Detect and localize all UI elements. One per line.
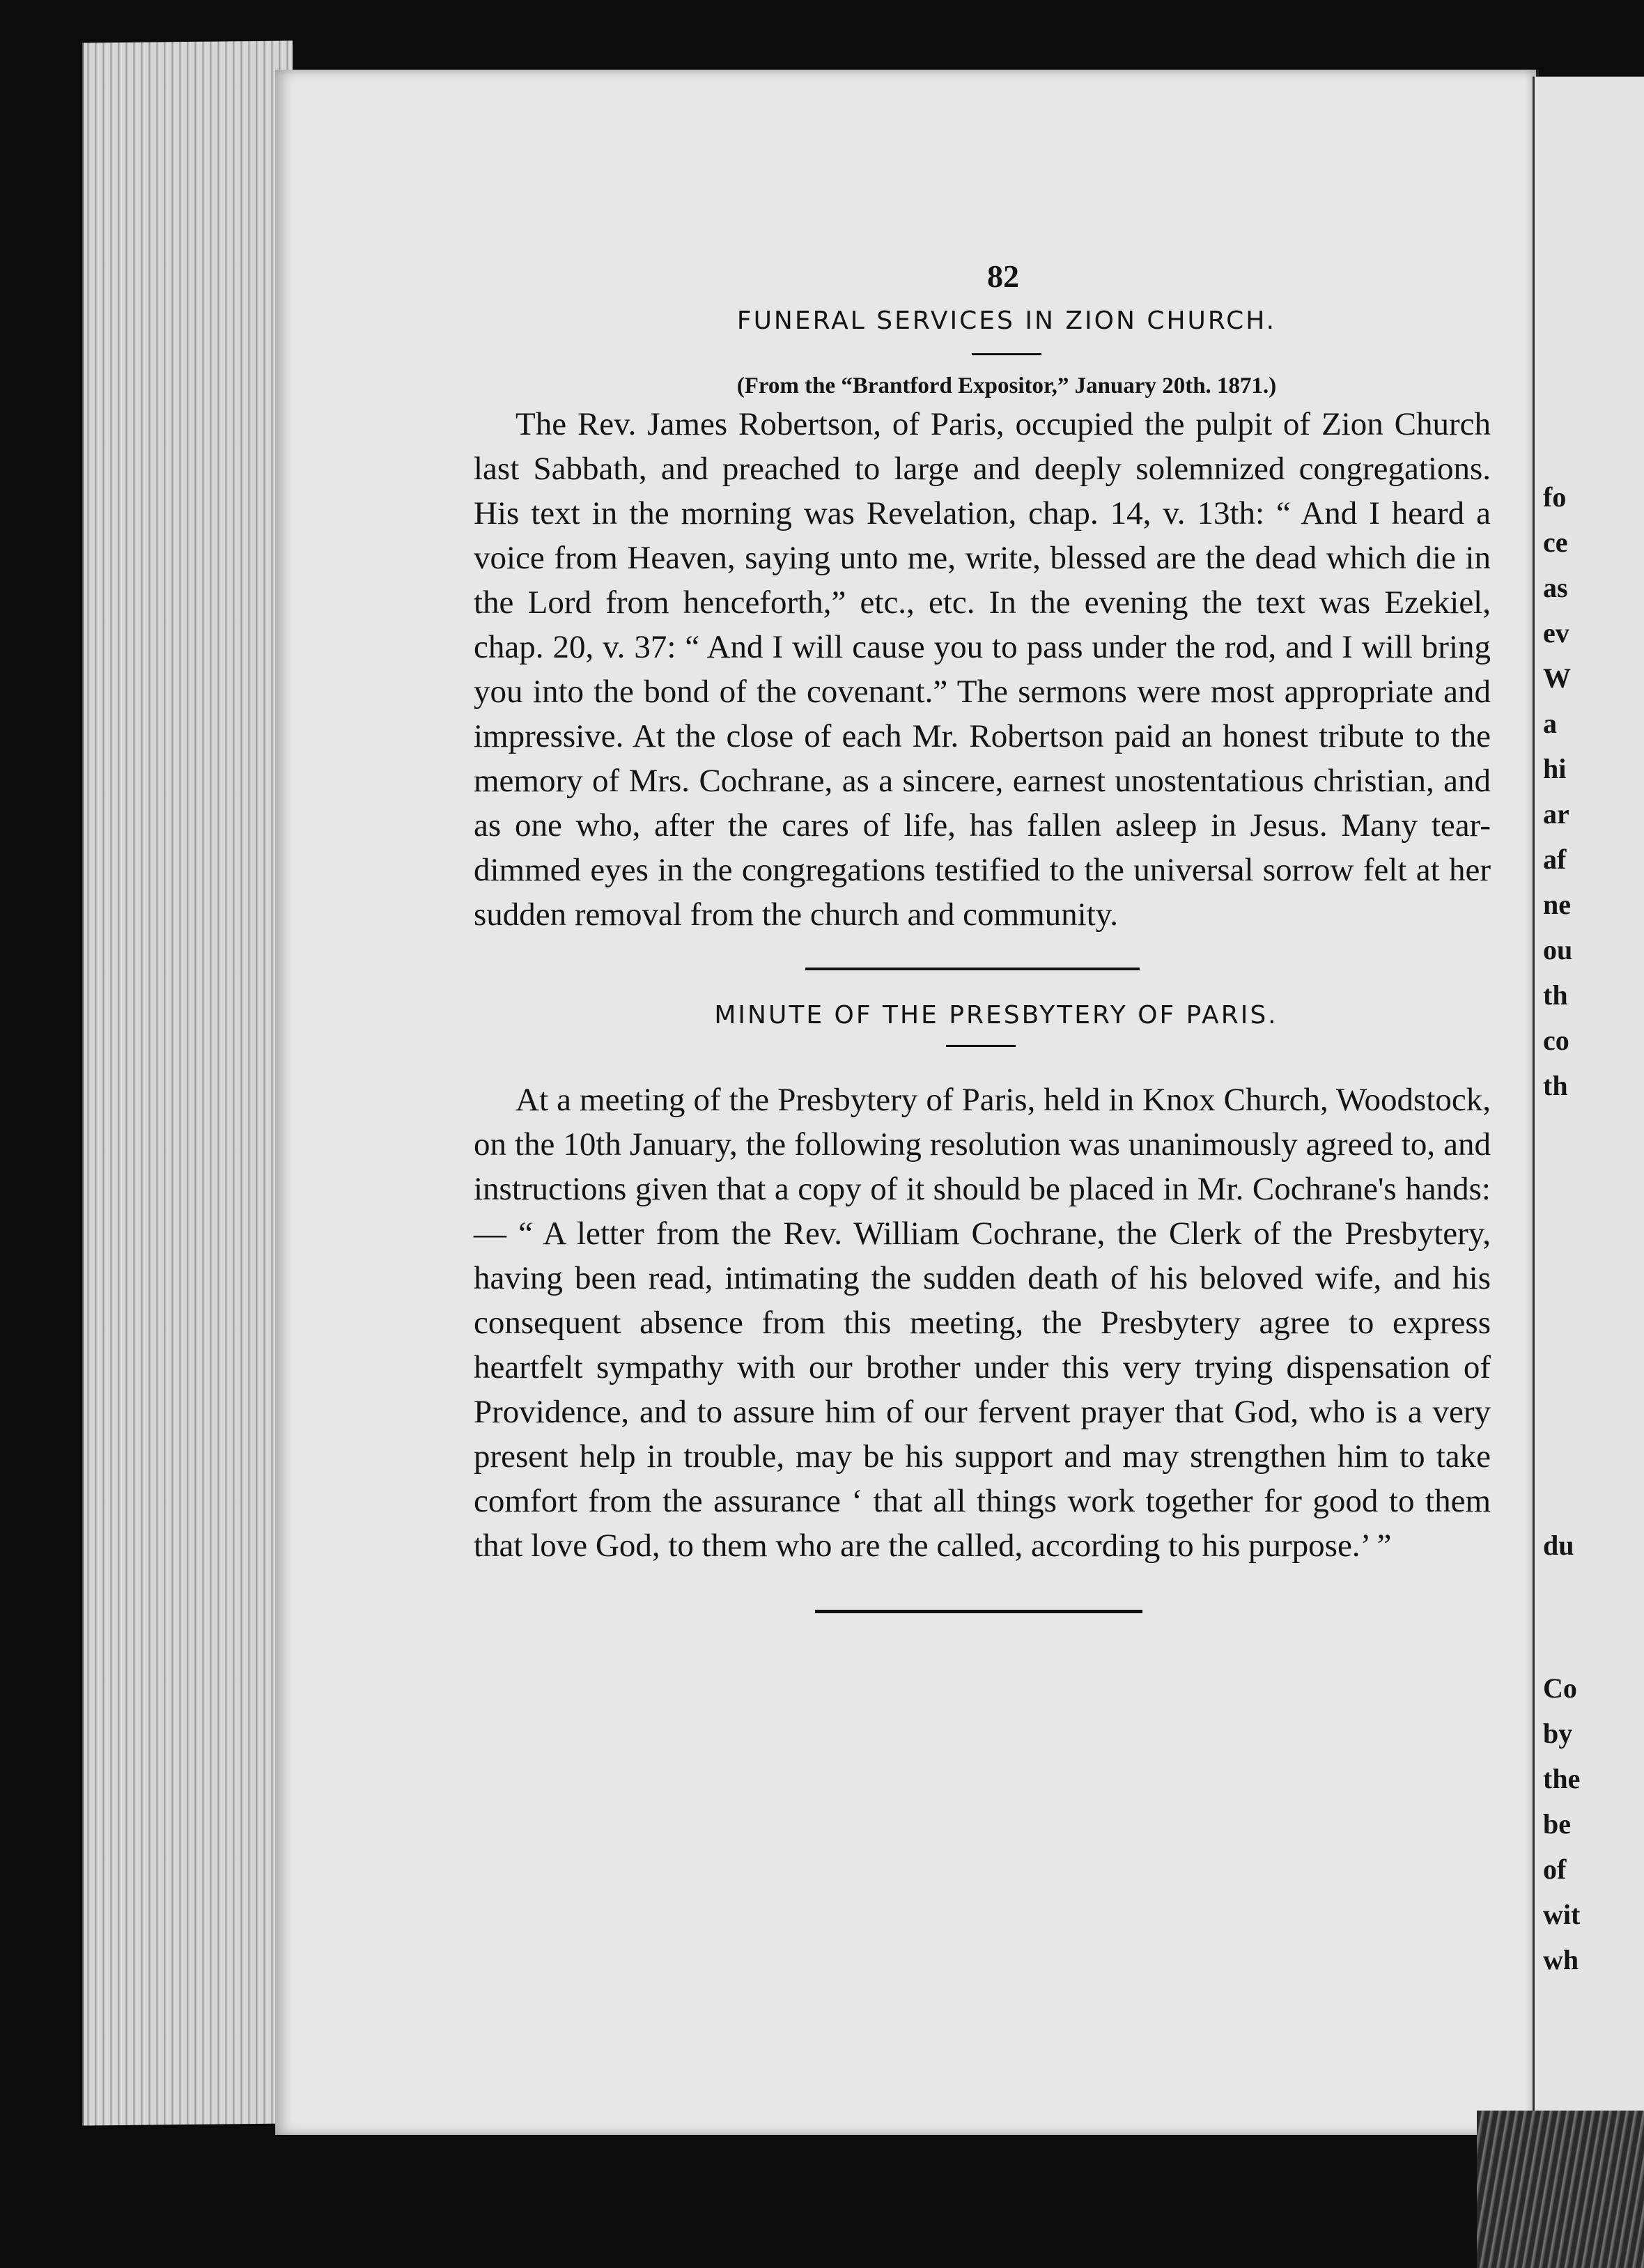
- divider: [972, 353, 1041, 355]
- end-rule: [815, 1610, 1142, 1613]
- funeral-services-paragraph: The Rev. James Robertson, of Paris, occupied the pulpit of Zion Church last Sabbath, and preached to large and deeply solemnized congregations. His text in the morning was Revelation, chap. 14, v. 13th: “ And I heard a voice from Heaven, saying unto me, write, blessed are the dead which die in the Lord from henceforth,” etc., etc. In the evening the text was Ezekiel, chap. 20, v. 37: “ And I will cause you to pass under the rod, and I will bring you into the bond of the covenant.” The sermons were most appropriate and impressive. At the close of each Mr. Robertson paid an honest tribute to the memory of Mrs. Cochrane, as a sincere, earnest unostentatious christian, and as one who, after the cares of life, has fallen asleep in Jesus. Many tear-dimmed eyes in the congregations testified to the universal sorrow felt at her sudden removal from the church and community.: [474, 406, 1491, 933]
- facing-page-fragment: ne: [1543, 889, 1571, 920]
- facing-page-fragment: th: [1543, 1070, 1568, 1101]
- source-citation: (From the “Brantford Expositor,” January 20th. 1871.): [736, 373, 1277, 398]
- presbytery-minute-paragraph: At a meeting of the Presbytery of Paris, held in Knox Church, Woodstock, on the 10th January, the following resolution was unanimously agreed to, and instructions given that a copy of it should be placed in Mr. Cochrane's hands:— “ A letter from the Rev. William Cochrane, the Clerk of the Presbytery, having been read, intimating the sudden death of his beloved wife, and his consequent absence from this meeting, the Presbytery agree to express heartfelt sympathy with our brother under this very trying dispensation of Providence, and to assure him of our fervent prayer that God, who is a very present help in trouble, may be his support and may strengthen him to take comfort from the assurance ‘ that all things work together for good to them that love God, to them who are the called, according to his purpose.’ ”: [474, 1082, 1491, 1564]
- facing-page-fragment: by: [1543, 1718, 1573, 1749]
- facing-page-fragment: ev: [1543, 617, 1569, 648]
- facing-page-fragment: hi: [1543, 753, 1567, 784]
- facing-page-fragment: Co: [1543, 1672, 1577, 1704]
- section-divider: [805, 968, 1140, 970]
- facing-page-fragment: ou: [1543, 934, 1573, 965]
- divider: [946, 1045, 1016, 1047]
- facing-page-fragment: be: [1543, 1808, 1571, 1840]
- facing-page-fragment: fo: [1543, 481, 1567, 513]
- facing-page-fragment: du: [1543, 1530, 1574, 1561]
- page-edges: [82, 40, 293, 2125]
- facing-page-fragment: ar: [1543, 798, 1569, 830]
- facing-book-edge: [1477, 2111, 1644, 2268]
- facing-page-fragment: th: [1543, 979, 1568, 1011]
- facing-page-fragment: ce: [1543, 527, 1568, 558]
- facing-page-fragment: af: [1543, 844, 1567, 875]
- facing-page: [1533, 77, 1644, 2125]
- facing-page-fragment: co: [1543, 1025, 1569, 1056]
- section-heading-funeral-services: FUNERAL SERVICES IN ZION CHURCH.: [736, 306, 1277, 335]
- facing-page-fragment: wh: [1543, 1944, 1579, 1975]
- facing-page-fragment: as: [1543, 572, 1568, 603]
- facing-page-fragment: wit: [1543, 1899, 1581, 1930]
- facing-page-fragment: a: [1543, 708, 1557, 739]
- facing-page-fragment: the: [1543, 1763, 1581, 1794]
- facing-page-fragment: W: [1543, 662, 1571, 694]
- facing-page-fragment: of: [1543, 1854, 1567, 1885]
- section-heading-presbytery-minute: MINUTE OF THE PRESBYTERY OF PARIS.: [714, 1001, 1278, 1030]
- page-content: [474, 258, 1491, 1613]
- page-number: 82: [987, 258, 1019, 294]
